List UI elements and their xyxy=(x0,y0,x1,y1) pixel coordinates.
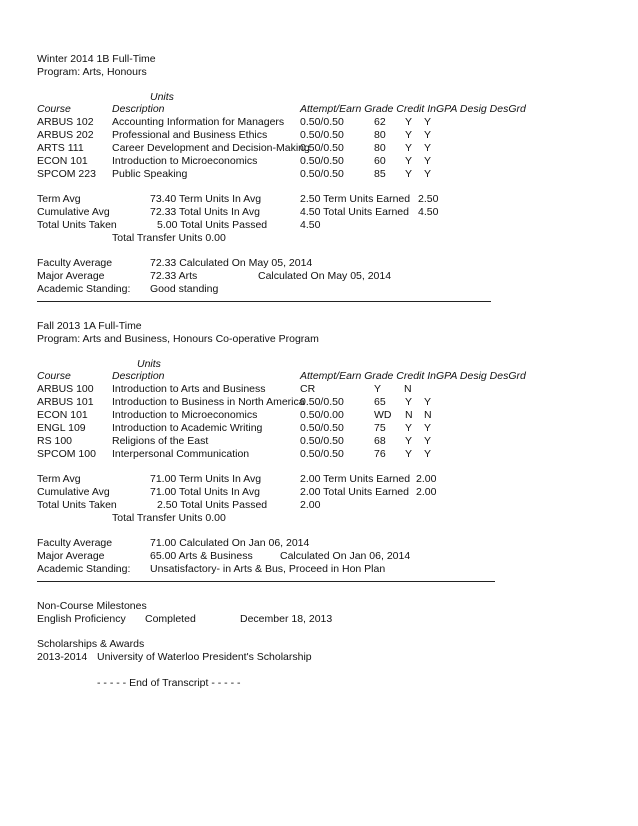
stat-mid: 71.00 Total Units In Avg xyxy=(150,486,260,498)
course-attempt: CR xyxy=(300,383,316,395)
course-attempt: 0.50/0.50 xyxy=(300,155,344,167)
course-attempt: 0.50/0.50 xyxy=(300,142,344,154)
term-program: Program: Arts, Honours xyxy=(37,66,147,78)
course-grade: 62 xyxy=(374,116,386,128)
faculty-average-label: Faculty Average xyxy=(37,537,113,549)
course-ingpa: N xyxy=(424,409,432,421)
scholarships-title: Scholarships & Awards xyxy=(37,638,145,650)
course-attempt: 0.50/0.50 xyxy=(300,129,344,141)
course-code: SPCOM 100 xyxy=(37,448,96,460)
course-attempt: 0.50/0.50 xyxy=(300,422,344,434)
course-grade: 80 xyxy=(374,129,386,141)
stat-mid: 2.50 Total Units Passed xyxy=(157,499,268,511)
stat-extra: 2.00 xyxy=(416,473,437,485)
course-description: Career Development and Decision-Making xyxy=(112,142,310,154)
course-ingpa: Y xyxy=(424,168,432,180)
course-credit: Y xyxy=(374,383,382,395)
faculty-average-value: 71.00 Calculated On Jan 06, 2014 xyxy=(150,537,310,549)
stat-label: Term Avg xyxy=(37,473,81,485)
course-code: ARTS 111 xyxy=(37,142,84,154)
academic-standing-value: Unsatisfactory- in Arts & Bus, Proceed in Hon Plan xyxy=(150,563,386,575)
stat-mid: 72.33 Total Units In Avg xyxy=(150,206,260,218)
course-code: ENGL 109 xyxy=(37,422,86,434)
faculty-average-value: 72.33 Calculated On May 05, 2014 xyxy=(150,257,313,269)
course-code: ARBUS 102 xyxy=(37,116,94,128)
stat-value: 2.00 Total Units Earned xyxy=(300,486,409,498)
course-grade: 85 xyxy=(374,168,386,180)
stat-label: Cumulative Avg xyxy=(37,486,110,498)
col-course: Course xyxy=(37,370,71,382)
academic-standing-value: Good standing xyxy=(150,283,219,295)
course-description: Professional and Business Ethics xyxy=(112,129,268,141)
col-attempt-grade-credit: Attempt/Earn Grade Credit InGPA Desig DesGrd xyxy=(300,370,526,382)
section-divider xyxy=(37,581,495,582)
course-ingpa: Y xyxy=(424,129,432,141)
course-credit: Y xyxy=(405,435,413,447)
section-divider xyxy=(37,301,491,302)
col-description: Description xyxy=(112,103,165,115)
major-average-calculated: Calculated On Jan 06, 2014 xyxy=(280,550,411,562)
course-ingpa: Y xyxy=(424,142,432,154)
course-description: Introduction to Business in North America xyxy=(112,396,305,408)
course-credit: Y xyxy=(405,168,413,180)
units-label: Units xyxy=(137,358,161,370)
stat-label: Total Units Taken xyxy=(37,499,117,511)
course-description: Introduction to Academic Writing xyxy=(112,422,263,434)
stat-extra: 2.50 xyxy=(418,193,439,205)
course-grade: 60 xyxy=(374,155,386,167)
course-attempt: 0.50/0.50 xyxy=(300,116,344,128)
course-credit: Y xyxy=(405,142,413,154)
course-grade: 80 xyxy=(374,142,386,154)
course-ingpa: Y xyxy=(424,435,432,447)
term-header: Fall 2013 1A Full-Time xyxy=(37,320,142,332)
course-ingpa: N xyxy=(404,383,412,395)
transfer-units: Total Transfer Units 0.00 xyxy=(112,232,226,244)
course-grade: 75 xyxy=(374,422,386,434)
course-credit: Y xyxy=(405,396,413,408)
course-code: RS 100 xyxy=(37,435,73,447)
stat-extra: 4.50 xyxy=(418,206,439,218)
course-ingpa: Y xyxy=(424,448,432,460)
course-description: Interpersonal Communication xyxy=(112,448,250,460)
major-average-value: 65.00 Arts & Business xyxy=(150,550,253,562)
course-credit: Y xyxy=(405,422,413,434)
course-ingpa: Y xyxy=(424,396,432,408)
stat-value: 2.00 xyxy=(300,499,321,511)
col-description: Description xyxy=(112,370,165,382)
course-attempt: 0.50/0.50 xyxy=(300,448,344,460)
course-credit: N xyxy=(405,409,413,421)
course-credit: Y xyxy=(405,116,413,128)
col-attempt-grade-credit: Attempt/Earn Grade Credit InGPA Desig DesGrd xyxy=(300,103,526,115)
faculty-average-label: Faculty Average xyxy=(37,257,113,269)
course-description: Introduction to Microeconomics xyxy=(112,409,258,421)
course-description: Religions of the East xyxy=(112,435,209,447)
course-code: ECON 101 xyxy=(37,155,88,167)
milestones-title: Non-Course Milestones xyxy=(37,600,147,612)
stat-mid: 5.00 Total Units Passed xyxy=(157,219,268,231)
course-code: ECON 101 xyxy=(37,409,88,421)
course-credit: Y xyxy=(405,448,413,460)
scholarship-name: University of Waterloo President's Scholarship xyxy=(97,651,312,663)
stat-mid: 73.40 Term Units In Avg xyxy=(150,193,262,205)
units-label: Units xyxy=(150,91,174,103)
major-average-label: Major Average xyxy=(37,270,105,282)
milestone-status: Completed xyxy=(145,613,196,625)
course-grade: 76 xyxy=(374,448,386,460)
course-attempt: 0.50/0.50 xyxy=(300,435,344,447)
stat-value: 2.00 Term Units Earned xyxy=(300,473,411,485)
term-program: Program: Arts and Business, Honours Co-operative Program xyxy=(37,333,319,345)
course-credit: Y xyxy=(405,155,413,167)
stat-extra: 2.00 xyxy=(416,486,437,498)
academic-standing-label: Academic Standing: xyxy=(37,283,131,295)
milestone-name: English Proficiency xyxy=(37,613,126,625)
stat-label: Total Units Taken xyxy=(37,219,117,231)
course-credit: Y xyxy=(405,129,413,141)
scholarship-year: 2013-2014 xyxy=(37,651,88,663)
course-grade: 68 xyxy=(374,435,386,447)
end-of-transcript: - - - - - End of Transcript - - - - - xyxy=(97,677,241,689)
stat-value: 2.50 Term Units Earned xyxy=(300,193,411,205)
stat-value: 4.50 xyxy=(300,219,321,231)
stat-mid: 71.00 Term Units In Avg xyxy=(150,473,262,485)
course-ingpa: Y xyxy=(424,422,432,434)
course-grade: WD xyxy=(374,409,392,421)
course-ingpa: Y xyxy=(424,155,432,167)
course-attempt: 0.50/0.50 xyxy=(300,168,344,180)
major-average-value: 72.33 Arts xyxy=(150,270,198,282)
course-code: ARBUS 202 xyxy=(37,129,94,141)
major-average-label: Major Average xyxy=(37,550,105,562)
course-code: ARBUS 101 xyxy=(37,396,94,408)
course-ingpa: Y xyxy=(424,116,432,128)
major-average-calculated: Calculated On May 05, 2014 xyxy=(258,270,392,282)
course-grade: 65 xyxy=(374,396,386,408)
milestone-date: December 18, 2013 xyxy=(240,613,333,625)
academic-standing-label: Academic Standing: xyxy=(37,563,131,575)
course-code: ARBUS 100 xyxy=(37,383,94,395)
transfer-units: Total Transfer Units 0.00 xyxy=(112,512,226,524)
course-description: Introduction to Arts and Business xyxy=(112,383,266,395)
course-description: Accounting Information for Managers xyxy=(112,116,285,128)
stat-value: 4.50 Total Units Earned xyxy=(300,206,409,218)
col-course: Course xyxy=(37,103,71,115)
course-code: SPCOM 223 xyxy=(37,168,96,180)
course-description: Introduction to Microeconomics xyxy=(112,155,258,167)
course-attempt: 0.50/0.50 xyxy=(300,396,344,408)
term-header: Winter 2014 1B Full-Time xyxy=(37,53,156,65)
course-attempt: 0.50/0.00 xyxy=(300,409,344,421)
course-description: Public Speaking xyxy=(112,168,188,180)
stat-label: Cumulative Avg xyxy=(37,206,110,218)
stat-label: Term Avg xyxy=(37,193,81,205)
